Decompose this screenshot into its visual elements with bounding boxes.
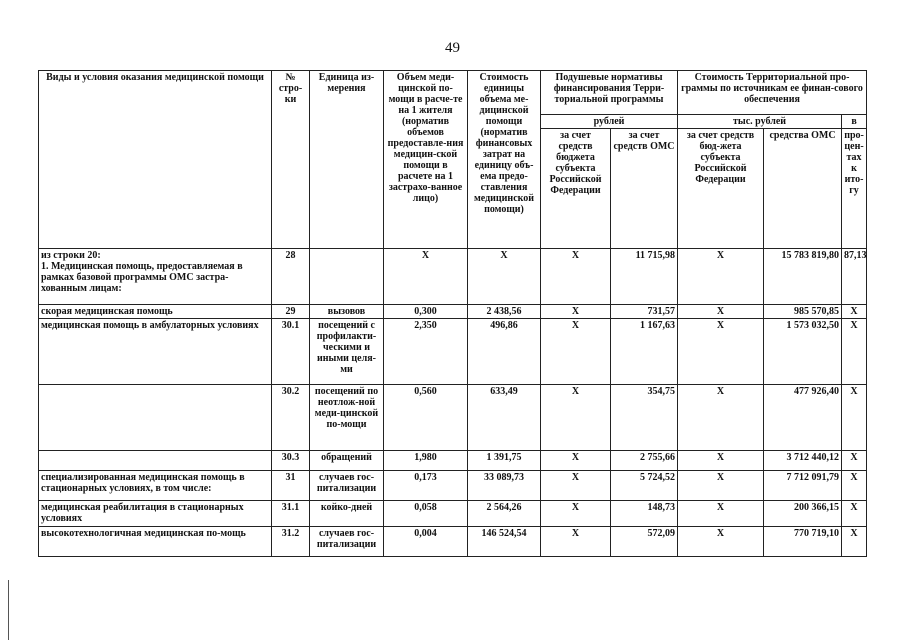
cell-no: 30.1	[272, 319, 310, 385]
cell-oms: 354,75	[611, 385, 678, 451]
cell-kind: скорая медицинская помощь	[39, 305, 272, 319]
table-row	[39, 501, 867, 527]
cell-budget: X	[541, 501, 611, 527]
cell-budget-2: X	[678, 527, 764, 557]
header-oms: за счет средств ОМС	[611, 129, 678, 249]
cell-no: 28	[272, 249, 310, 305]
cell-kind: из строки 20: 1. Медицинская помощь, предоставляемая в рамках базовой программы ОМС застра-хованным лицам:	[39, 249, 272, 305]
cell-cost: 33 089,73	[468, 471, 541, 501]
cell-no: 30.3	[272, 451, 310, 471]
cell-budget-2: X	[678, 319, 764, 385]
cell-budget: X	[541, 319, 611, 385]
header-kind: Виды и условия оказания медицинской помощи	[39, 71, 272, 249]
cell-unit: обращений	[310, 451, 384, 471]
cell-cost: 2 564,26	[468, 501, 541, 527]
header-percent-total: про-цен-тах к ито-гу	[842, 129, 867, 249]
table-row	[39, 471, 867, 501]
header-program-cost: Стоимость Территориальной про-граммы по источникам ее финан-сового обеспечения	[678, 71, 867, 115]
cell-budget: X	[541, 527, 611, 557]
cell-oms-2: 1 573 032,50	[764, 319, 842, 385]
header-rubles: рублей	[541, 115, 678, 129]
cell-oms: 1 167,63	[611, 319, 678, 385]
cell-oms-2: 770 719,10	[764, 527, 842, 557]
cell-volume: 0,173	[384, 471, 468, 501]
cell-oms: 572,09	[611, 527, 678, 557]
cell-pct: X	[842, 451, 867, 471]
cell-budget-2: X	[678, 451, 764, 471]
header-unit: Единица из-мерения	[310, 71, 384, 249]
cell-kind	[39, 385, 272, 451]
cell-unit: посещений с профилакти-ческими и иными целя-ми	[310, 319, 384, 385]
cell-budget-2: X	[678, 471, 764, 501]
cell-unit	[310, 249, 384, 305]
header-budget-rf-2: за счет средств бюд-жета субъекта Российской Федерации	[678, 129, 764, 249]
cell-kind: медицинская реабилитация в стационарных условиях	[39, 501, 272, 527]
cell-volume: 0,058	[384, 501, 468, 527]
cell-oms-2: 7 712 091,79	[764, 471, 842, 501]
cell-cost: X	[468, 249, 541, 305]
cell-budget-2: X	[678, 501, 764, 527]
cell-oms-2: 3 712 440,12	[764, 451, 842, 471]
cell-volume: X	[384, 249, 468, 305]
cell-oms-2: 985 570,85	[764, 305, 842, 319]
cell-kind: специализированная медицинская помощь в стационарных условиях, в том числе:	[39, 471, 272, 501]
cell-cost: 1 391,75	[468, 451, 541, 471]
header-percent-short: в	[842, 115, 867, 129]
cell-budget-2: X	[678, 249, 764, 305]
cell-volume: 0,004	[384, 527, 468, 557]
header-volume: Объем меди-цинской по-мощи в расче-те на 1 жителя (норматив объемов предоставле-ния медицин-ской помощи в расчете на 1 застрахо-ванное лицо)	[384, 71, 468, 249]
cell-unit: случаев гос-питализации	[310, 527, 384, 557]
cell-no: 29	[272, 305, 310, 319]
cell-budget-2: X	[678, 385, 764, 451]
financing-table	[38, 70, 867, 557]
cell-kind	[39, 451, 272, 471]
cell-cost: 2 438,56	[468, 305, 541, 319]
cell-pct: 87,13	[842, 249, 867, 305]
cell-kind: высокотехнологичная медицинская по-мощь	[39, 527, 272, 557]
table-row	[39, 451, 867, 471]
cell-oms: 731,57	[611, 305, 678, 319]
cell-pct: X	[842, 319, 867, 385]
cell-kind: медицинская помощь в амбулаторных условиях	[39, 319, 272, 385]
cell-oms-2: 15 783 819,80	[764, 249, 842, 305]
cell-budget: X	[541, 385, 611, 451]
header-thousand-rubles: тыс. рублей	[678, 115, 842, 129]
cell-budget: X	[541, 249, 611, 305]
cell-unit: койко-дней	[310, 501, 384, 527]
binding-edge-mark	[8, 580, 9, 640]
cell-pct: X	[842, 501, 867, 527]
table-row	[39, 385, 867, 451]
cell-pct: X	[842, 305, 867, 319]
table-row	[39, 305, 867, 319]
cell-cost: 496,86	[468, 319, 541, 385]
cell-volume: 0,560	[384, 385, 468, 451]
table-row	[39, 249, 867, 305]
cell-no: 30.2	[272, 385, 310, 451]
cell-unit: вызовов	[310, 305, 384, 319]
cell-budget: X	[541, 471, 611, 501]
cell-oms: 11 715,98	[611, 249, 678, 305]
cell-budget-2: X	[678, 305, 764, 319]
header-oms-funds: средства ОМС	[764, 129, 842, 249]
cell-no: 31	[272, 471, 310, 501]
cell-pct: X	[842, 471, 867, 501]
page-number: 49	[445, 40, 460, 56]
cell-oms: 5 724,52	[611, 471, 678, 501]
header-row-no: № стро-ки	[272, 71, 310, 249]
cell-oms-2: 477 926,40	[764, 385, 842, 451]
cell-no: 31.1	[272, 501, 310, 527]
cell-budget: X	[541, 451, 611, 471]
header-cost: Стоимость единицы объема ме-дицинской помощи (норматив финансовых затрат на единицу объ-ема предо-ставления медицинской помощи)	[468, 71, 541, 249]
cell-pct: X	[842, 527, 867, 557]
table-row	[39, 319, 867, 385]
cell-no: 31.2	[272, 527, 310, 557]
cell-budget: X	[541, 305, 611, 319]
cell-oms-2: 200 366,15	[764, 501, 842, 527]
cell-cost: 633,49	[468, 385, 541, 451]
cell-volume: 0,300	[384, 305, 468, 319]
cell-volume: 1,980	[384, 451, 468, 471]
cell-pct: X	[842, 385, 867, 451]
cell-cost: 146 524,54	[468, 527, 541, 557]
cell-volume: 2,350	[384, 319, 468, 385]
header-budget-rf: за счет средств бюджета субъекта Российской Федерации	[541, 129, 611, 249]
cell-unit: случаев гос-питализации	[310, 471, 384, 501]
table-row	[39, 527, 867, 557]
cell-unit: посещений по неотлож-ной меди-цинской по-мощи	[310, 385, 384, 451]
cell-oms: 148,73	[611, 501, 678, 527]
cell-oms: 2 755,66	[611, 451, 678, 471]
header-per-capita: Подушевые нормативы финансирования Терри-ториальной программы	[541, 71, 678, 115]
